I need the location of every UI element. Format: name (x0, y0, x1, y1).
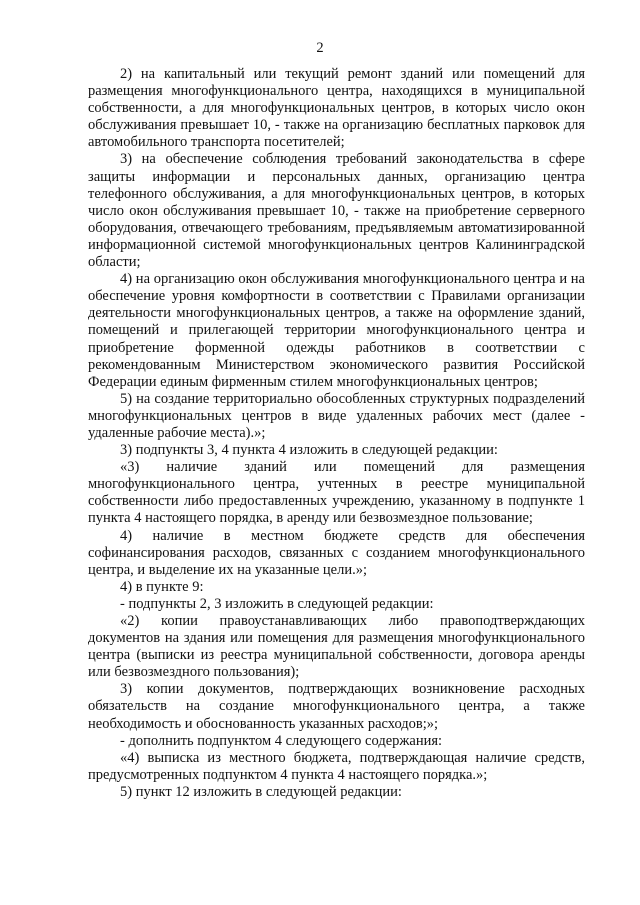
paragraph-amendment-3: 3) подпункты 3, 4 пункта 4 изложить в следующей редакции: (120, 442, 498, 459)
paragraph-subitem-3-security: 3) на обеспечение соблюдения требований законодательства в сфере защиты информации и персональных данных, организацию центра телефонного обслуживания, а для многофункциональных центров, в которых число окон обслуживания превышает 10, - также на приобретение серверного оборудования, отвечающего требованиям, предъявляемым автоматизированной информационной системой многофункциональных центров Калининградской области; (88, 151, 585, 271)
paragraph-add-subitem-4: - дополнить подпунктом 4 следующего содержания: (120, 732, 443, 749)
paragraph-amendment-4: 4) в пункте 9: (120, 578, 204, 595)
document-body (88, 66, 585, 801)
paragraph-quoted-subitem-4: 4) наличие в местном бюджете средств для обеспечения софинансирования расходов, связанных с созданием многофункционального центра, и выделение их на указанные цели.»; (88, 527, 585, 578)
paragraph-subitem-5-remote-workplaces: 5) на создание территориально обособленных структурных подразделений многофункциональных центров в виде удаленных рабочих мест (далее - удаленные рабочие места).»; (88, 390, 585, 441)
paragraph-quoted-subitem-3: «3) наличие зданий или помещений для размещения многофункционального центра, учтенных в реестре муниципальной собственности либо предоставленных учреждению, указанному в подпункте 1 пункта 4 настоящего порядка, в аренду или безвозмездное пользование; (88, 459, 585, 527)
paragraph-subitem-2-repair: 2) на капитальный или текущий ремонт зданий или помещений для размещения многофункционального центра, находящихся в муниципальной собственности, а для многофункциональных центров, в которых число окон обслуживания превышает 10, - также на организацию бесплатных парковок для автомобильного транспорта посетителей; (88, 66, 585, 151)
paragraph-quoted-docs-4: «4) выписка из местного бюджета, подтверждающая наличие средств, предусмотренных подпунктом 4 пункта 4 настоящего порядка.»; (88, 749, 585, 783)
paragraph-subitem-4-service-windows: 4) на организацию окон обслуживания многофункционального центра и на обеспечение уровня комфортности в соответствии с Правилами организации деятельности многофункциональных центров, а также на оформление зданий, помещений и прилегающей территории многофункционального центра и приобретение форменной одежды работников в соответствии с рекомендованным Министерством экономического развития Российской Федерации единым фирменным стилем многофункциональных центров; (88, 271, 585, 390)
page-number: 2 (316, 40, 324, 56)
paragraph-quoted-docs-3: 3) копии документов, подтверждающих возникновение расходных обязательств на создание многофункционального центра, а также необходимость и обоснованность указанных расходов;»; (88, 681, 585, 732)
paragraph-amendment-5: 5) пункт 12 изложить в следующей редакции: (120, 783, 402, 800)
paragraph-amendment-4-intro: - подпункты 2, 3 изложить в следующей редакции: (120, 595, 434, 612)
paragraph-quoted-docs-2: «2) копии правоустанавливающих либо правоподтверждающих документов на здания или помещения для размещения многофункционального центра (выписки из реестра муниципальной собственности, договора аренды или безвозмездного пользования); (88, 613, 585, 681)
